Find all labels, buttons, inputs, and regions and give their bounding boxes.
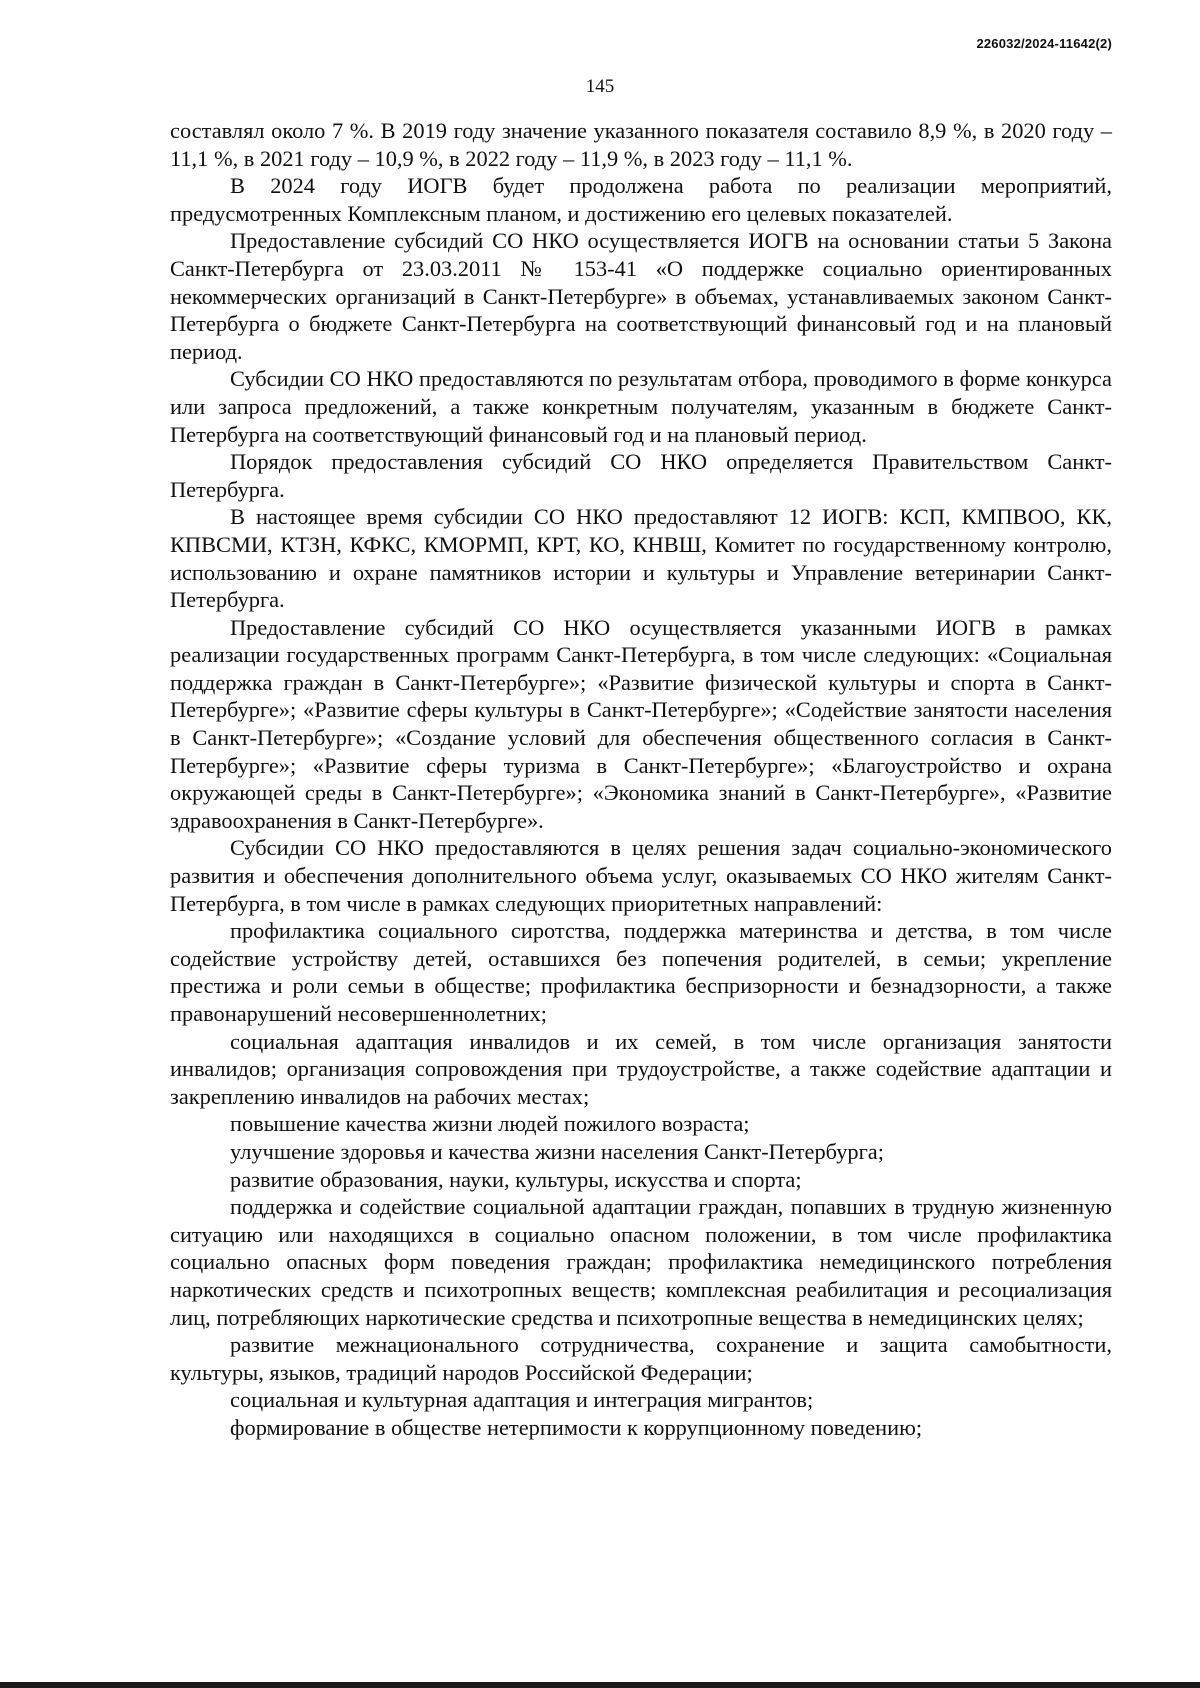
scan-bottom-edge — [0, 1682, 1200, 1688]
body-paragraph: В 2024 году ИОГВ будет продолжена работа по реализации мероприятий, предусмотренных Комплексным планом, и достижению его целевых показателей. — [170, 173, 1112, 226]
body-paragraph: поддержка и содействие социальной адаптации граждан, попавших в трудную жизненную ситуацию или находящихся в социально опасном положении, в том числе профилактика социально опасных форм поведения граждан; профилактика немедицинского потребления наркотических средств и психотропных веществ; комплексная реабилитация и ресоциализация лиц, потребляющих наркотические средства и психотропные вещества в немедицинских целях; — [170, 1194, 1112, 1330]
body-paragraph: социальная и культурная адаптация и интеграция мигрантов; — [230, 1387, 814, 1413]
body-paragraph: повышение качества жизни людей пожилого возраста; — [230, 1111, 750, 1137]
page-number: 145 — [585, 76, 615, 97]
body-paragraph: улучшение здоровья и качества жизни населения Санкт-Петербурга; — [230, 1138, 884, 1164]
body-paragraph: Предоставление субсидий СО НКО осуществляется ИОГВ на основании статьи 5 Закона Санкт-Петербурга от 23.03.2011 № 153-41 «О поддержке социально ориентированных некоммерческих организаций в Санкт-Петербурге» в объемах, устанавливаемых законом Санкт-Петербурга о бюджете Санкт-Петербурга на соответствующий финансовый год и на плановый период. — [170, 228, 1112, 364]
body-paragraph: социальная адаптация инвалидов и их семей, в том числе организация занятости инвалидов; организация сопровождения при трудоустройстве, а также содействие адаптации и закреплению инвалидов на рабочих местах; — [170, 1028, 1112, 1109]
document-registration-number: 226032/2024-11642(2) — [976, 36, 1112, 51]
body-paragraph: Субсидии СО НКО предоставляются по результатам отбора, проводимого в форме конкурса или запроса предложений, а также конкретным получателям, указанным в бюджете Санкт-Петербурга на соответствующий финансовый год и на плановый период. — [170, 366, 1112, 447]
body-paragraph: формирование в обществе нетерпимости к коррупционному поведению; — [230, 1414, 923, 1440]
body-paragraph: профилактика социального сиротства, поддержка материнства и детства, в том числе содействие устройству детей, оставшихся без попечения родителей, в семьи; укрепление престижа и роли семьи в обществе; профилактика беспризорности и безнадзорности, а также правонарушений несовершеннолетних; — [170, 918, 1112, 1026]
body-paragraph: Порядок предоставления субсидий СО НКО определяется Правительством Санкт-Петербурга. — [170, 449, 1112, 502]
body-paragraph: В настоящее время субсидии СО НКО предоставляют 12 ИОГВ: КСП, КМПВОО, КК, КПВСМИ, КТЗН, КФКС, КМОРМП, КРТ, КО, КНВШ, Комитет по государственному контролю, использованию и охране памятников истории и культуры и Управление ветеринарии Санкт-Петербурга. — [170, 504, 1112, 613]
body-paragraph: Предоставление субсидий СО НКО осуществляется указанными ИОГВ в рамках реализации государственных программ Санкт-Петербурга, в том числе следующих: «Социальная поддержка граждан в Санкт-Петербурге»; «Развитие физической культуры и спорта в Санкт-Петербурге»; «Развитие сферы культуры в Санкт-Петербурге»; «Содействие занятости населения в Санкт-Петербурге»; «Создание условий для обеспечения общественного согласия в Санкт-Петербурге»; «Развитие сферы туризма в Санкт-Петербурге»; «Благоустройство и охрана окружающей среды в Санкт-Петербурге»; «Экономика знаний в Санкт-Петербурге», «Развитие здравоохранения в Санкт-Петербурге». — [170, 614, 1112, 833]
body-paragraph: Субсидии СО НКО предоставляются в целях решения задач социально-экономического развития и обеспечения дополнительного объема услуг, оказываемых СО НКО жителям Санкт-Петербурга, в том числе в рамках следующих приоритетных направлений: — [170, 835, 1112, 916]
body-paragraph: развитие образования, науки, культуры, искусства и спорта; — [230, 1166, 802, 1192]
body-paragraph: развитие межнационального сотрудничества, сохранение и защита самобытности, культуры, языков, традиций народов Российской Федерации; — [170, 1332, 1112, 1385]
document-body — [170, 117, 1112, 1442]
body-paragraph: составлял около 7 %. В 2019 году значение указанного показателя составило 8,9 %, в 2020 году – 11,1 %, в 2021 году – 10,9 %, в 2022 году – 11,9 %, в 2023 году – 11,1 %. — [170, 118, 1112, 171]
